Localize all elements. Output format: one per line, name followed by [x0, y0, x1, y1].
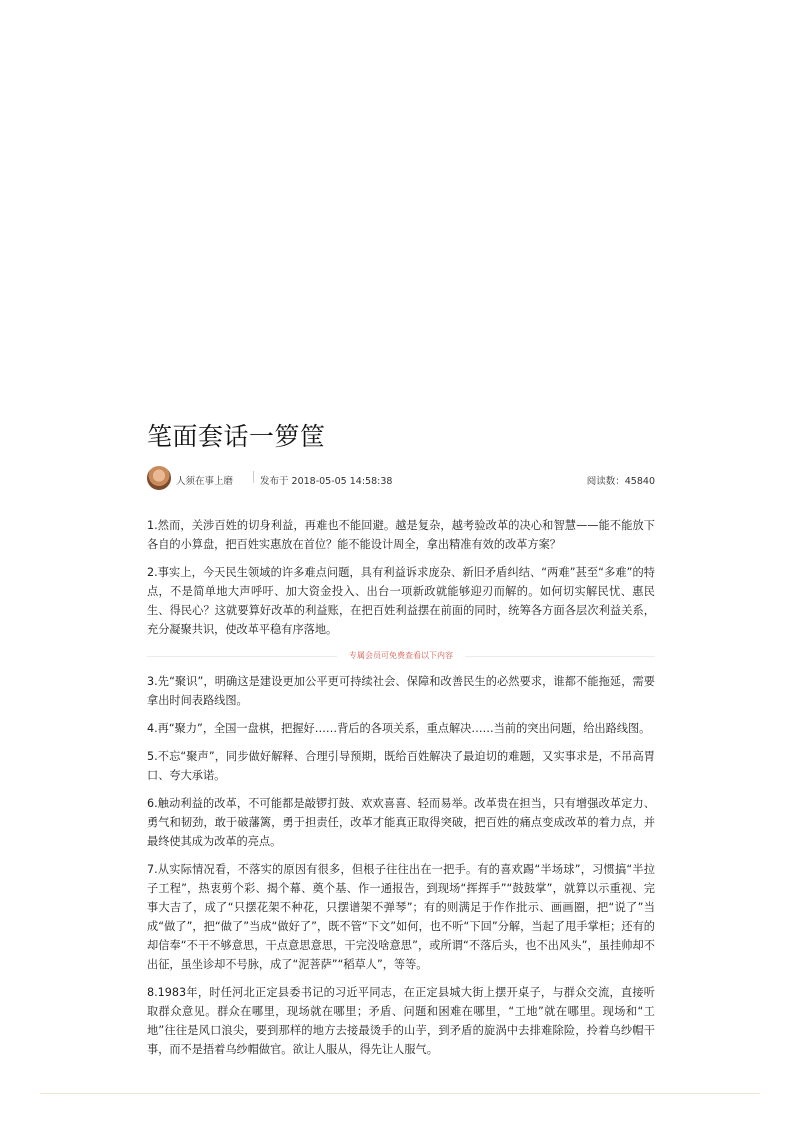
- paragraph-4: 4.再“聚力”，全国一盘棋，把握好……背后的各项关系，重点解决……当前的突出问题，给出路线图。: [147, 722, 651, 735]
- divider-line-right: [465, 656, 655, 657]
- paragraph-1: 1.然而，关涉百姓的切身利益，再难也不能回避。越是复杂，越考验改革的决心和智慧——能不能放下各自的小算盘，把百姓实惠放在首位？能不能设计周全，拿出精准有效的改革方案？: [147, 519, 655, 551]
- paragraph-5: 5.不忘“聚声”，同步做好解释、合理引导预期，既给百姓解决了最迫切的难题，又实事求是，不吊高胃口、夸大承诺。: [147, 750, 655, 782]
- publish-date: 发布于 2018-05-05 14:58:38: [260, 476, 393, 487]
- members-notice[interactable]: 专属会员可免费查看以下内容: [349, 651, 453, 660]
- members-divider: [147, 648, 655, 666]
- paragraph-8: 8.1983年，时任河北正定县委书记的习近平同志，在正定县城大街上摆开桌子，与群众交流，直接听取群众意见。群众在哪里，现场就在哪里；矛盾、问题和困难在哪里，“工地”就在哪里。现场和“工地”往往是风口浪尖，要到那样的地方去接最烫手的山芋，到矛盾的旋涡中去排难除险，拎着乌纱帽干事，而不是捂着乌纱帽做官。欲让人服从，得先让人服气。: [147, 986, 655, 1056]
- author-name[interactable]: 人须在事上磨: [176, 476, 234, 487]
- paragraph-7: 7.从实际情况看，不落实的原因有很多，但根子往往出在一把手。有的喜欢踢“半场球”，习惯搞“半拉子工程”，热衷剪个彩、揭个幕、奠个基、作一通报告，到现场“挥挥手”“鼓鼓掌”，就算以示重视、完事大吉了，成了“只摆花架不种花，只摆谱架不弹琴”；有的则满足于作作批示、画画圈，把“说了”当成“做了”，把“做了”当成“做好了”，既不管“下文”如何，也不听“下回”分解，当起了甩手掌柜；还有的却信奉“不干不够意思，干点意思意思，干完没啥意思”，或所谓“不落后头，也不出风头”，虽挂帅却不出征，虽坐诊却不号脉，成了“泥菩萨”“稻草人”，等等。: [147, 863, 655, 971]
- paragraph-2: 2.事实上，今天民生领域的许多难点问题，具有利益诉求庞杂、新旧矛盾纠结、“两难”甚至“多难”的特点，不是简单地大声呼吁、加大资金投入、出台一项新政就能够迎刃而解的。如何切实解民忧、惠民生、得民心？这就要算好改革的利益账，在把百姓利益摆在前面的同时，统筹各方面各层次利益关系，充分凝聚共识，使改革平稳有序落地。: [147, 566, 655, 636]
- meta-divider: [253, 471, 254, 483]
- article-meta: [147, 466, 655, 494]
- bottom-divider: [40, 1093, 760, 1094]
- paragraph-3: 3.先“聚识”，明确这是建设更加公平更可持续社会、保障和改善民生的必然要求，谁都不能拖延，需要拿出时间表路线图。: [147, 675, 655, 707]
- read-count: 阅读数：45840: [586, 476, 655, 487]
- paragraph-6: 6.触动利益的改革，不可能都是敲锣打鼓、欢欢喜喜、轻而易举。改革贵在担当，只有增强改革定力、勇气和韧劲，敢于破藩篱，勇于担责任，改革才能真正取得突破，把百姓的痛点变成改革的着力点，并最终使其成为改革的亮点。: [147, 797, 655, 848]
- article-title: 笔面套话一箩筐: [147, 422, 326, 451]
- author-avatar[interactable]: [147, 466, 171, 490]
- article: [147, 420, 655, 1068]
- article-body: [147, 516, 655, 1059]
